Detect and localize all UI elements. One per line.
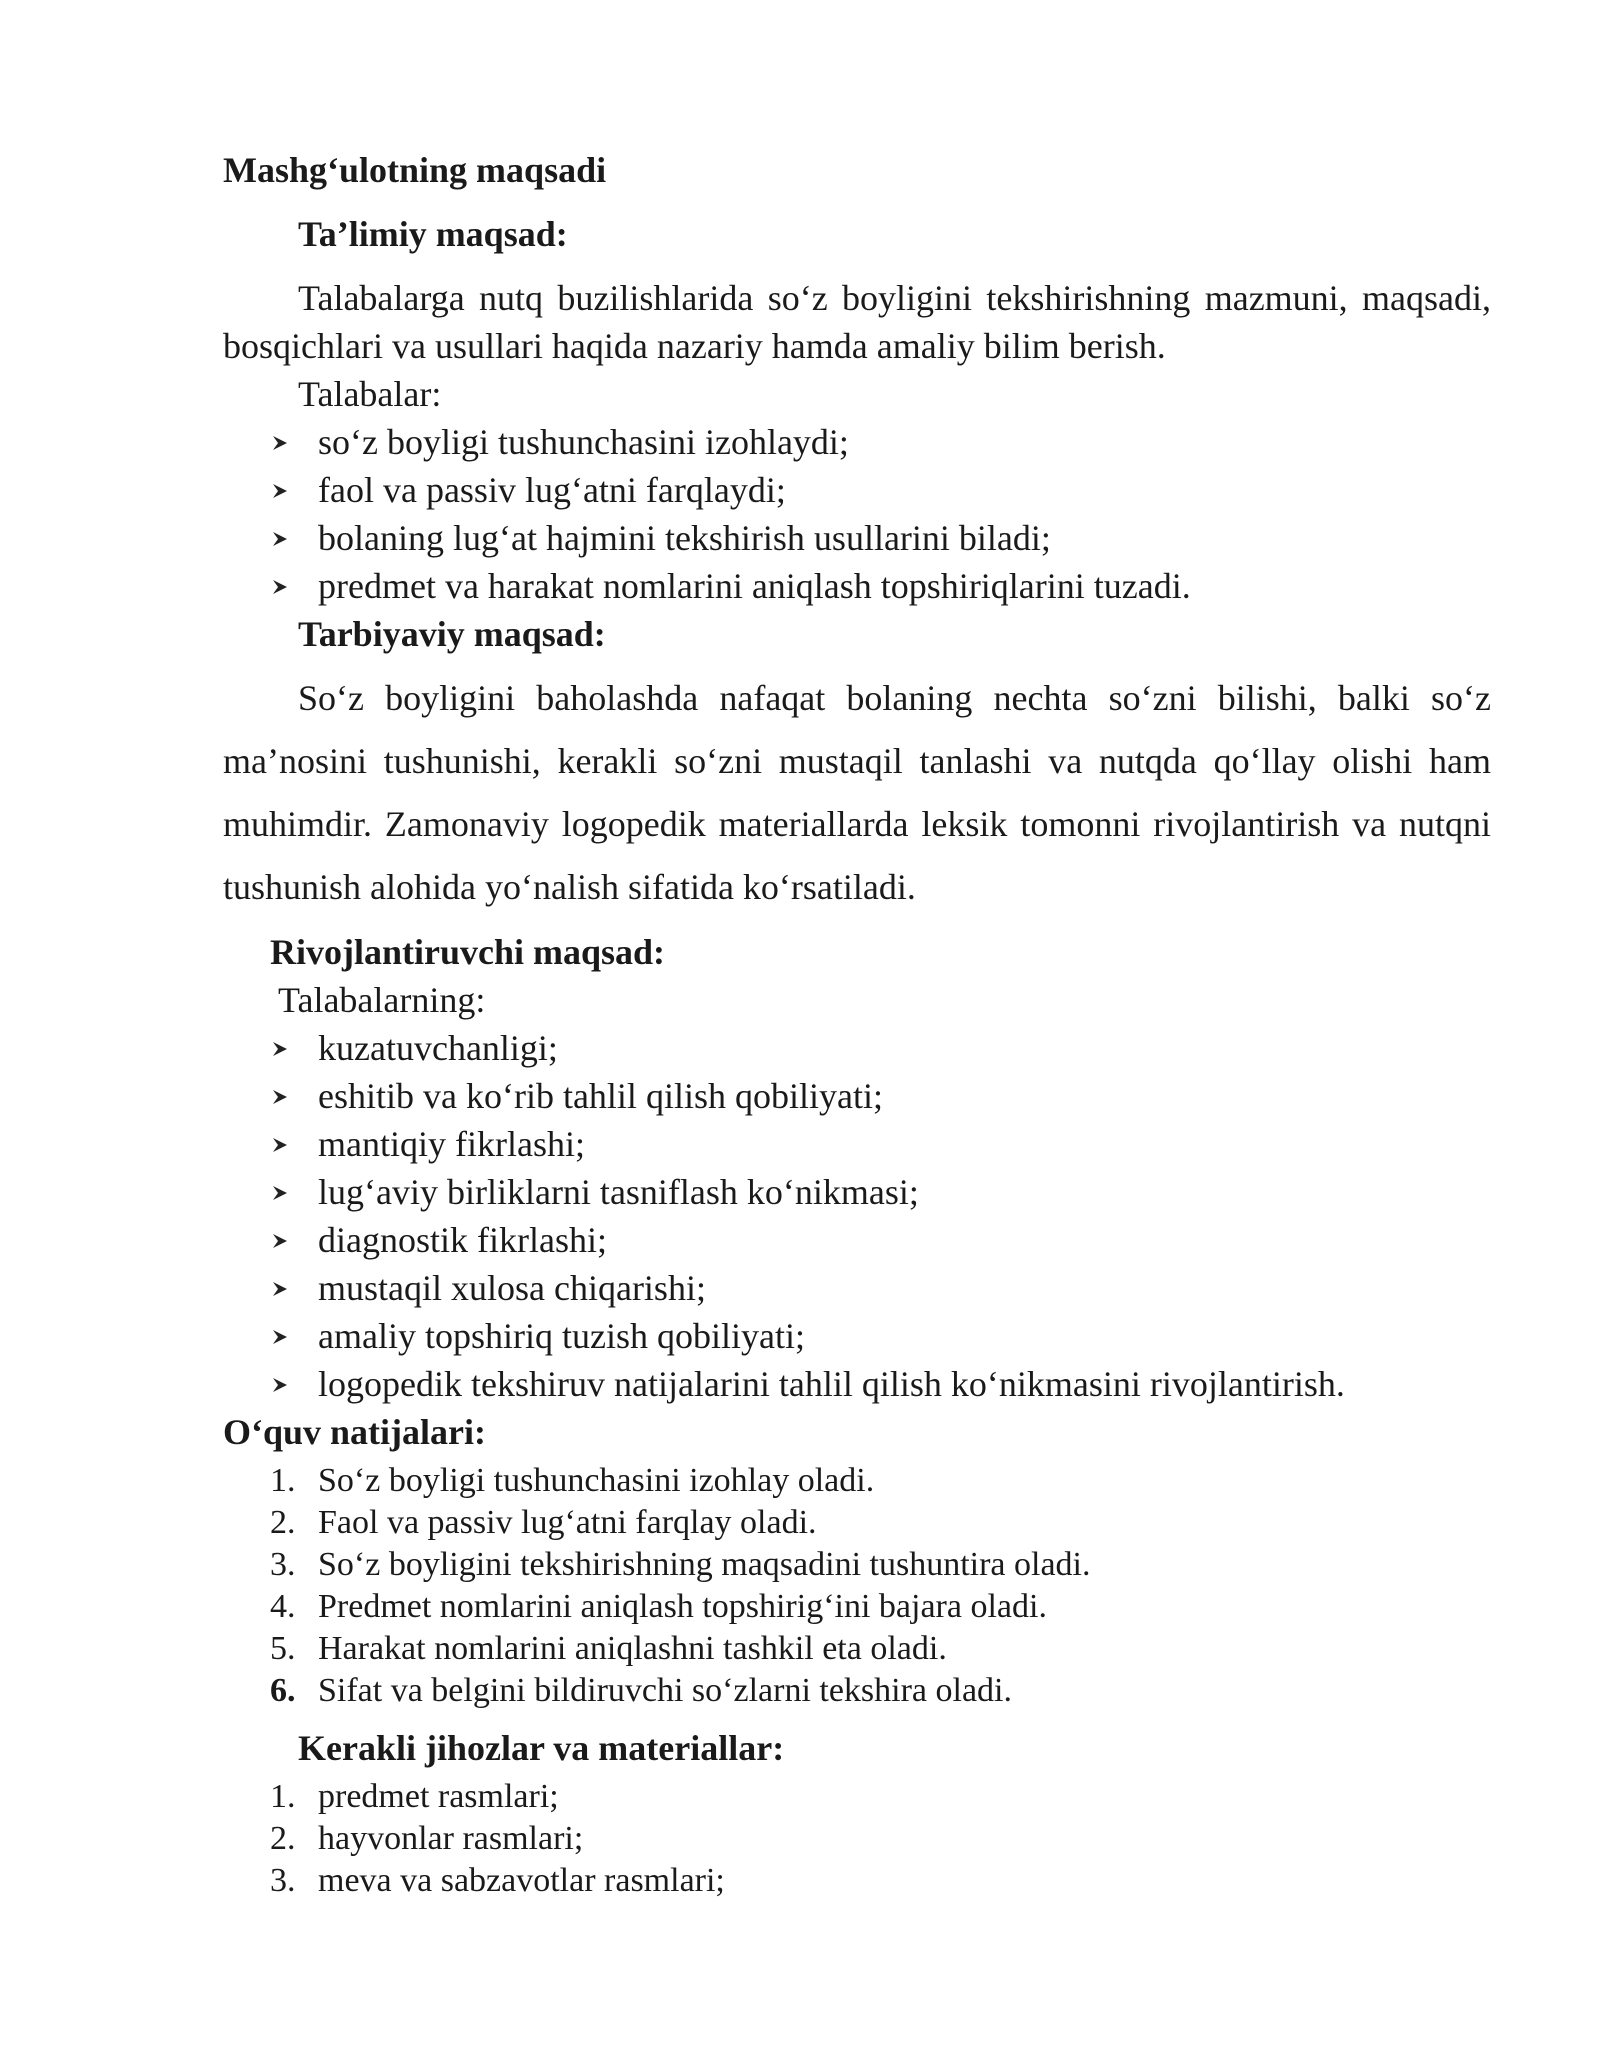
list-number: 3. xyxy=(270,1546,296,1583)
learning-outcomes-heading: O‘quv natijalari: xyxy=(223,1412,487,1452)
list-item: bolaning lug‘at hajmini tekshirish usullarini biladi; xyxy=(318,518,1051,558)
list-number: 6. xyxy=(270,1672,296,1709)
list-item: faol va passiv lug‘atni farqlaydi; xyxy=(318,470,786,510)
developmental-goal-heading: Rivojlantiruvchi maqsad: xyxy=(270,932,666,972)
upbringing-paragraph-line-2: ma’nosini tushunishi, kerakli so‘zni mustaqil tanlashi va nutqda qo‘llay olishi ham xyxy=(223,741,1491,781)
list-item: lug‘aviy birliklarni tasniflash ko‘nikmasi; xyxy=(318,1172,919,1212)
upbringing-paragraph-line-1: So‘z boyligini baholashda nafaqat bolaning nechta so‘zni bilishi, balki so‘z xyxy=(298,678,1491,718)
list-number: 2. xyxy=(270,1820,296,1857)
upbringing-goal-heading: Tarbiyaviy maqsad: xyxy=(298,614,606,654)
arrow-bullet-icon xyxy=(270,1231,294,1253)
arrow-bullet-icon xyxy=(270,1279,294,1301)
list-item: predmet va harakat nomlarini aniqlash topshiriqlarini tuzadi. xyxy=(318,566,1191,606)
arrow-bullet-icon xyxy=(270,1375,294,1397)
arrow-bullet-icon xyxy=(270,1327,294,1349)
list-number: 1. xyxy=(270,1778,296,1815)
arrow-bullet-icon xyxy=(270,1183,294,1205)
list-item: amaliy topshiriq tuzish qobiliyati; xyxy=(318,1316,805,1356)
upbringing-paragraph-line-4: tushunish alohida yo‘nalish sifatida ko‘rsatiladi. xyxy=(223,867,916,907)
list-number: 4. xyxy=(270,1588,296,1625)
arrow-bullet-icon xyxy=(270,529,294,551)
educational-paragraph-line-2: bosqichlari va usullari haqida nazariy hamda amaliy bilim berish. xyxy=(223,326,1166,366)
list-number: 2. xyxy=(270,1504,296,1541)
educational-students-label: Talabalar: xyxy=(298,374,442,414)
list-item: diagnostik fikrlashi; xyxy=(318,1220,607,1260)
list-item: Faol va passiv lug‘atni farqlay oladi. xyxy=(318,1504,817,1541)
list-item: logopedik tekshiruv natijalarini tahlil qilish ko‘nikmasini rivojlantirish. xyxy=(318,1364,1345,1404)
upbringing-paragraph-line-3: muhimdir. Zamonaviy logopedik materiallarda leksik tomonni rivojlantirish va nutqni xyxy=(223,804,1491,844)
arrow-bullet-icon xyxy=(270,1135,294,1157)
list-item: hayvonlar rasmlari; xyxy=(318,1820,584,1857)
list-item: eshitib va ko‘rib tahlil qilish qobiliyati; xyxy=(318,1076,883,1116)
arrow-bullet-icon xyxy=(270,1087,294,1109)
developmental-students-label: Talabalarning: xyxy=(278,980,486,1020)
arrow-bullet-icon xyxy=(270,1039,294,1061)
list-item: Predmet nomlarini aniqlash topshirig‘ini bajara oladi. xyxy=(318,1588,1047,1625)
list-item: mustaqil xulosa chiqarishi; xyxy=(318,1268,706,1308)
list-item: kuzatuvchanligi; xyxy=(318,1028,558,1068)
list-item: so‘z boyligi tushunchasini izohlaydi; xyxy=(318,422,849,462)
list-item: meva va sabzavotlar rasmlari; xyxy=(318,1862,725,1899)
list-number: 5. xyxy=(270,1630,296,1667)
list-item: predmet rasmlari; xyxy=(318,1778,559,1815)
arrow-bullet-icon xyxy=(270,481,294,503)
list-item: So‘z boyligini tekshirishning maqsadini tushuntira oladi. xyxy=(318,1546,1091,1583)
list-number: 1. xyxy=(270,1462,296,1499)
arrow-bullet-icon xyxy=(270,433,294,455)
list-number: 3. xyxy=(270,1862,296,1899)
list-item: Sifat va belgini bildiruvchi so‘zlarni tekshira oladi. xyxy=(318,1672,1012,1709)
educational-goal-heading: Ta’limiy maqsad: xyxy=(298,214,568,254)
arrow-bullet-icon xyxy=(270,577,294,599)
list-item: Harakat nomlarini aniqlashni tashkil eta oladi. xyxy=(318,1630,947,1667)
document-title: Mashg‘ulotning maqsadi xyxy=(223,150,607,190)
educational-paragraph-line-1: Talabalarga nutq buzilishlarida so‘z boyligini tekshirishning mazmuni, maqsadi, xyxy=(298,278,1491,318)
materials-heading: Kerakli jihozlar va materiallar: xyxy=(298,1728,785,1768)
list-item: mantiqiy fikrlashi; xyxy=(318,1124,585,1164)
list-item: So‘z boyligi tushunchasini izohlay oladi. xyxy=(318,1462,875,1499)
